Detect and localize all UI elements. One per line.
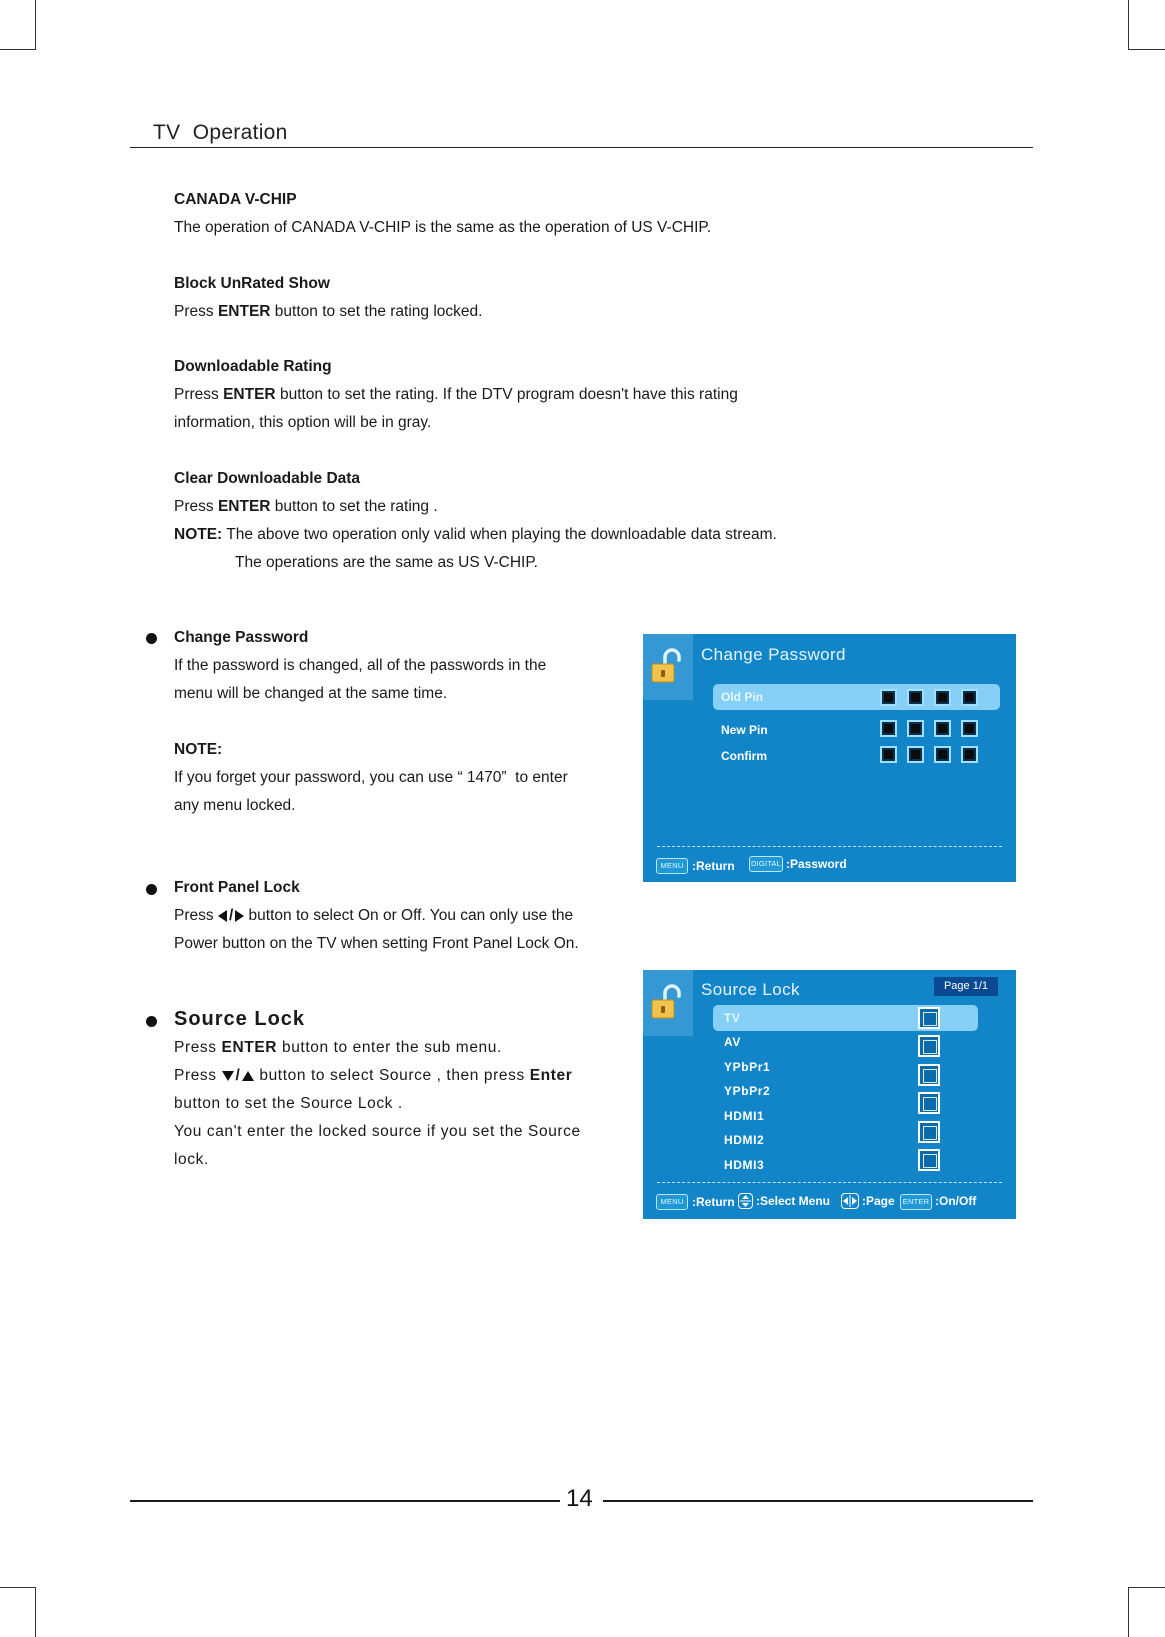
canada-text: The operation of CANADA V-CHIP is the same as the operation of US V-CHIP. <box>174 219 712 236</box>
pin-digit-box[interactable] <box>880 689 897 706</box>
change-password-heading: Change Password <box>174 629 309 646</box>
down-arrow-icon <box>222 1071 234 1081</box>
downloadable-section <box>174 353 738 437</box>
right-arrow-icon <box>235 910 244 922</box>
change-password-line1: If the password is changed, all of the passwords in the <box>174 657 547 674</box>
source-item-ypbpr2[interactable]: YPbPr2 <box>724 1084 771 1098</box>
source-item-ypbpr1[interactable]: YPbPr1 <box>724 1060 771 1074</box>
enter-key-text: ENTER <box>217 498 271 515</box>
digital-key-badge: DIGITAL <box>749 856 783 872</box>
downloadable-text: Prress ENTER button to set the rating. If the DTV program doesn't have this rating <box>174 386 738 403</box>
clear-data-section <box>174 465 777 577</box>
enter-key-text: Enter <box>529 1067 573 1084</box>
source-lock-osd <box>643 970 1016 1219</box>
crop-mark <box>1128 1587 1165 1588</box>
canada-section <box>174 186 711 242</box>
clear-data-note: NOTE: The above two operation only valid when playing the downloadable data stream. <box>174 526 777 543</box>
clear-data-note-line2: The operations are the same as US V-CHIP. <box>235 554 538 571</box>
bullet-source-lock <box>146 1016 157 1027</box>
source-item-tv[interactable]: TV <box>724 1011 741 1025</box>
change-password-note-line2: any menu locked. <box>174 797 296 814</box>
footer-rule-left <box>130 1500 560 1502</box>
crop-mark <box>1128 0 1129 50</box>
enter-key-text: ENTER <box>221 1039 278 1056</box>
pin-digit-box[interactable] <box>907 689 924 706</box>
enter-key-text: ENTER <box>223 386 276 403</box>
pin-digit-box[interactable] <box>907 720 924 737</box>
clear-data-text: Press ENTER button to set the rating . <box>174 498 438 515</box>
lock-checkbox-ypbpr1[interactable] <box>918 1064 940 1086</box>
source-item-hdmi1[interactable]: HDMI1 <box>724 1109 765 1123</box>
source-lock-section <box>174 1004 581 1174</box>
menu-key-badge: MENU <box>656 858 688 874</box>
crop-mark <box>0 1587 36 1588</box>
left-right-arrows-icon <box>842 1194 858 1208</box>
page-indicator: Page 1/1 <box>934 977 998 996</box>
change-password-osd <box>643 634 1016 882</box>
return-hint: :Return <box>692 859 735 873</box>
change-password-note-label: NOTE: <box>174 741 223 758</box>
unlock-icon <box>651 984 685 1020</box>
crop-mark <box>0 49 36 50</box>
pin-digit-box[interactable] <box>934 720 951 737</box>
osd-title: Change Password <box>701 645 846 664</box>
source-item-hdmi2[interactable]: HDMI2 <box>724 1133 765 1147</box>
pin-digit-box[interactable] <box>934 746 951 763</box>
pin-digit-box[interactable] <box>961 746 978 763</box>
crop-mark <box>1128 1587 1129 1637</box>
source-lock-line5: lock. <box>174 1151 209 1168</box>
pin-digit-box[interactable] <box>934 689 951 706</box>
left-arrow-icon <box>218 910 227 922</box>
change-password-note-line1: If you forget your password, you can use “ 1470” to enter <box>174 769 568 786</box>
old-pin-label[interactable]: Old Pin <box>721 690 763 704</box>
header-rule <box>130 147 1033 148</box>
change-password-section <box>174 624 568 820</box>
onoff-hint: :On/Off <box>935 1194 977 1208</box>
crop-mark <box>35 0 36 50</box>
lock-checkbox-tv[interactable] <box>918 1007 940 1029</box>
up-down-nav-icon <box>738 1193 753 1209</box>
change-password-line2: menu will be changed at the same time. <box>174 685 448 702</box>
crop-mark <box>1128 49 1165 50</box>
source-lock-heading: Source Lock <box>174 1008 306 1030</box>
lock-checkbox-av[interactable] <box>918 1035 940 1057</box>
confirm-label[interactable]: Confirm <box>721 749 767 763</box>
pin-digit-box[interactable] <box>907 746 924 763</box>
select-menu-hint: :Select Menu <box>756 1194 831 1208</box>
pin-digit-box[interactable] <box>880 720 897 737</box>
source-lock-line1: Press ENTER button to enter the sub menu. <box>174 1039 502 1056</box>
page-hint: :Page <box>862 1194 895 1208</box>
downloadable-heading: Downloadable Rating <box>174 358 332 375</box>
pin-digit-box[interactable] <box>880 746 897 763</box>
enter-key-text: ENTER <box>217 303 271 320</box>
note-label: NOTE: <box>174 526 223 543</box>
new-pin-label[interactable]: New Pin <box>721 723 768 737</box>
source-lock-line2: Press / button to select Source , then press Enter <box>174 1067 573 1084</box>
crop-mark <box>35 1587 36 1637</box>
clear-data-heading: Clear Downloadable Data <box>174 470 361 487</box>
block-unrated-text: Press ENTER button to set the rating locked. <box>174 303 483 320</box>
source-lock-line4: You can't enter the locked source if you set the Source <box>174 1123 581 1140</box>
password-hint: :Password <box>786 857 847 871</box>
page-title: TV Operation <box>153 121 288 144</box>
front-panel-line1: Press / button to select On or Off. You can only use the <box>174 907 574 924</box>
front-panel-section <box>174 874 579 958</box>
pin-digit-box[interactable] <box>961 720 978 737</box>
enter-key-badge: ENTER <box>900 1194 932 1210</box>
osd-divider <box>657 1182 1002 1183</box>
downloadable-text-line2: information, this option will be in gray. <box>174 414 432 431</box>
osd-divider <box>657 846 1002 847</box>
bullet-front-panel <box>146 884 157 895</box>
pin-digit-box[interactable] <box>961 689 978 706</box>
source-item-hdmi3[interactable]: HDMI3 <box>724 1158 765 1172</box>
return-hint: :Return <box>692 1195 735 1209</box>
osd-title: Source Lock <box>701 980 800 999</box>
front-panel-line2: Power button on the TV when setting Front Panel Lock On. <box>174 935 579 952</box>
menu-key-badge: MENU <box>656 1194 688 1210</box>
lock-checkbox-ypbpr2[interactable] <box>918 1092 940 1114</box>
page-number: 14 <box>566 1485 593 1512</box>
bullet-change-password <box>146 633 157 644</box>
block-unrated-section <box>174 270 482 326</box>
footer-rule-right <box>603 1500 1033 1502</box>
up-arrow-icon <box>242 1071 254 1081</box>
canada-heading: CANADA V-CHIP <box>174 191 297 208</box>
unlock-icon <box>651 648 685 684</box>
source-lock-line3: button to set the Source Lock . <box>174 1095 403 1112</box>
up-down-arrows-icon <box>739 1194 752 1208</box>
source-item-av[interactable]: AV <box>724 1035 741 1049</box>
block-unrated-heading: Block UnRated Show <box>174 275 330 292</box>
lock-checkbox-hdmi1[interactable] <box>918 1121 940 1143</box>
left-right-nav-icon <box>841 1193 859 1209</box>
lock-checkbox-hdmi2[interactable] <box>918 1149 940 1171</box>
front-panel-heading: Front Panel Lock <box>174 879 300 896</box>
